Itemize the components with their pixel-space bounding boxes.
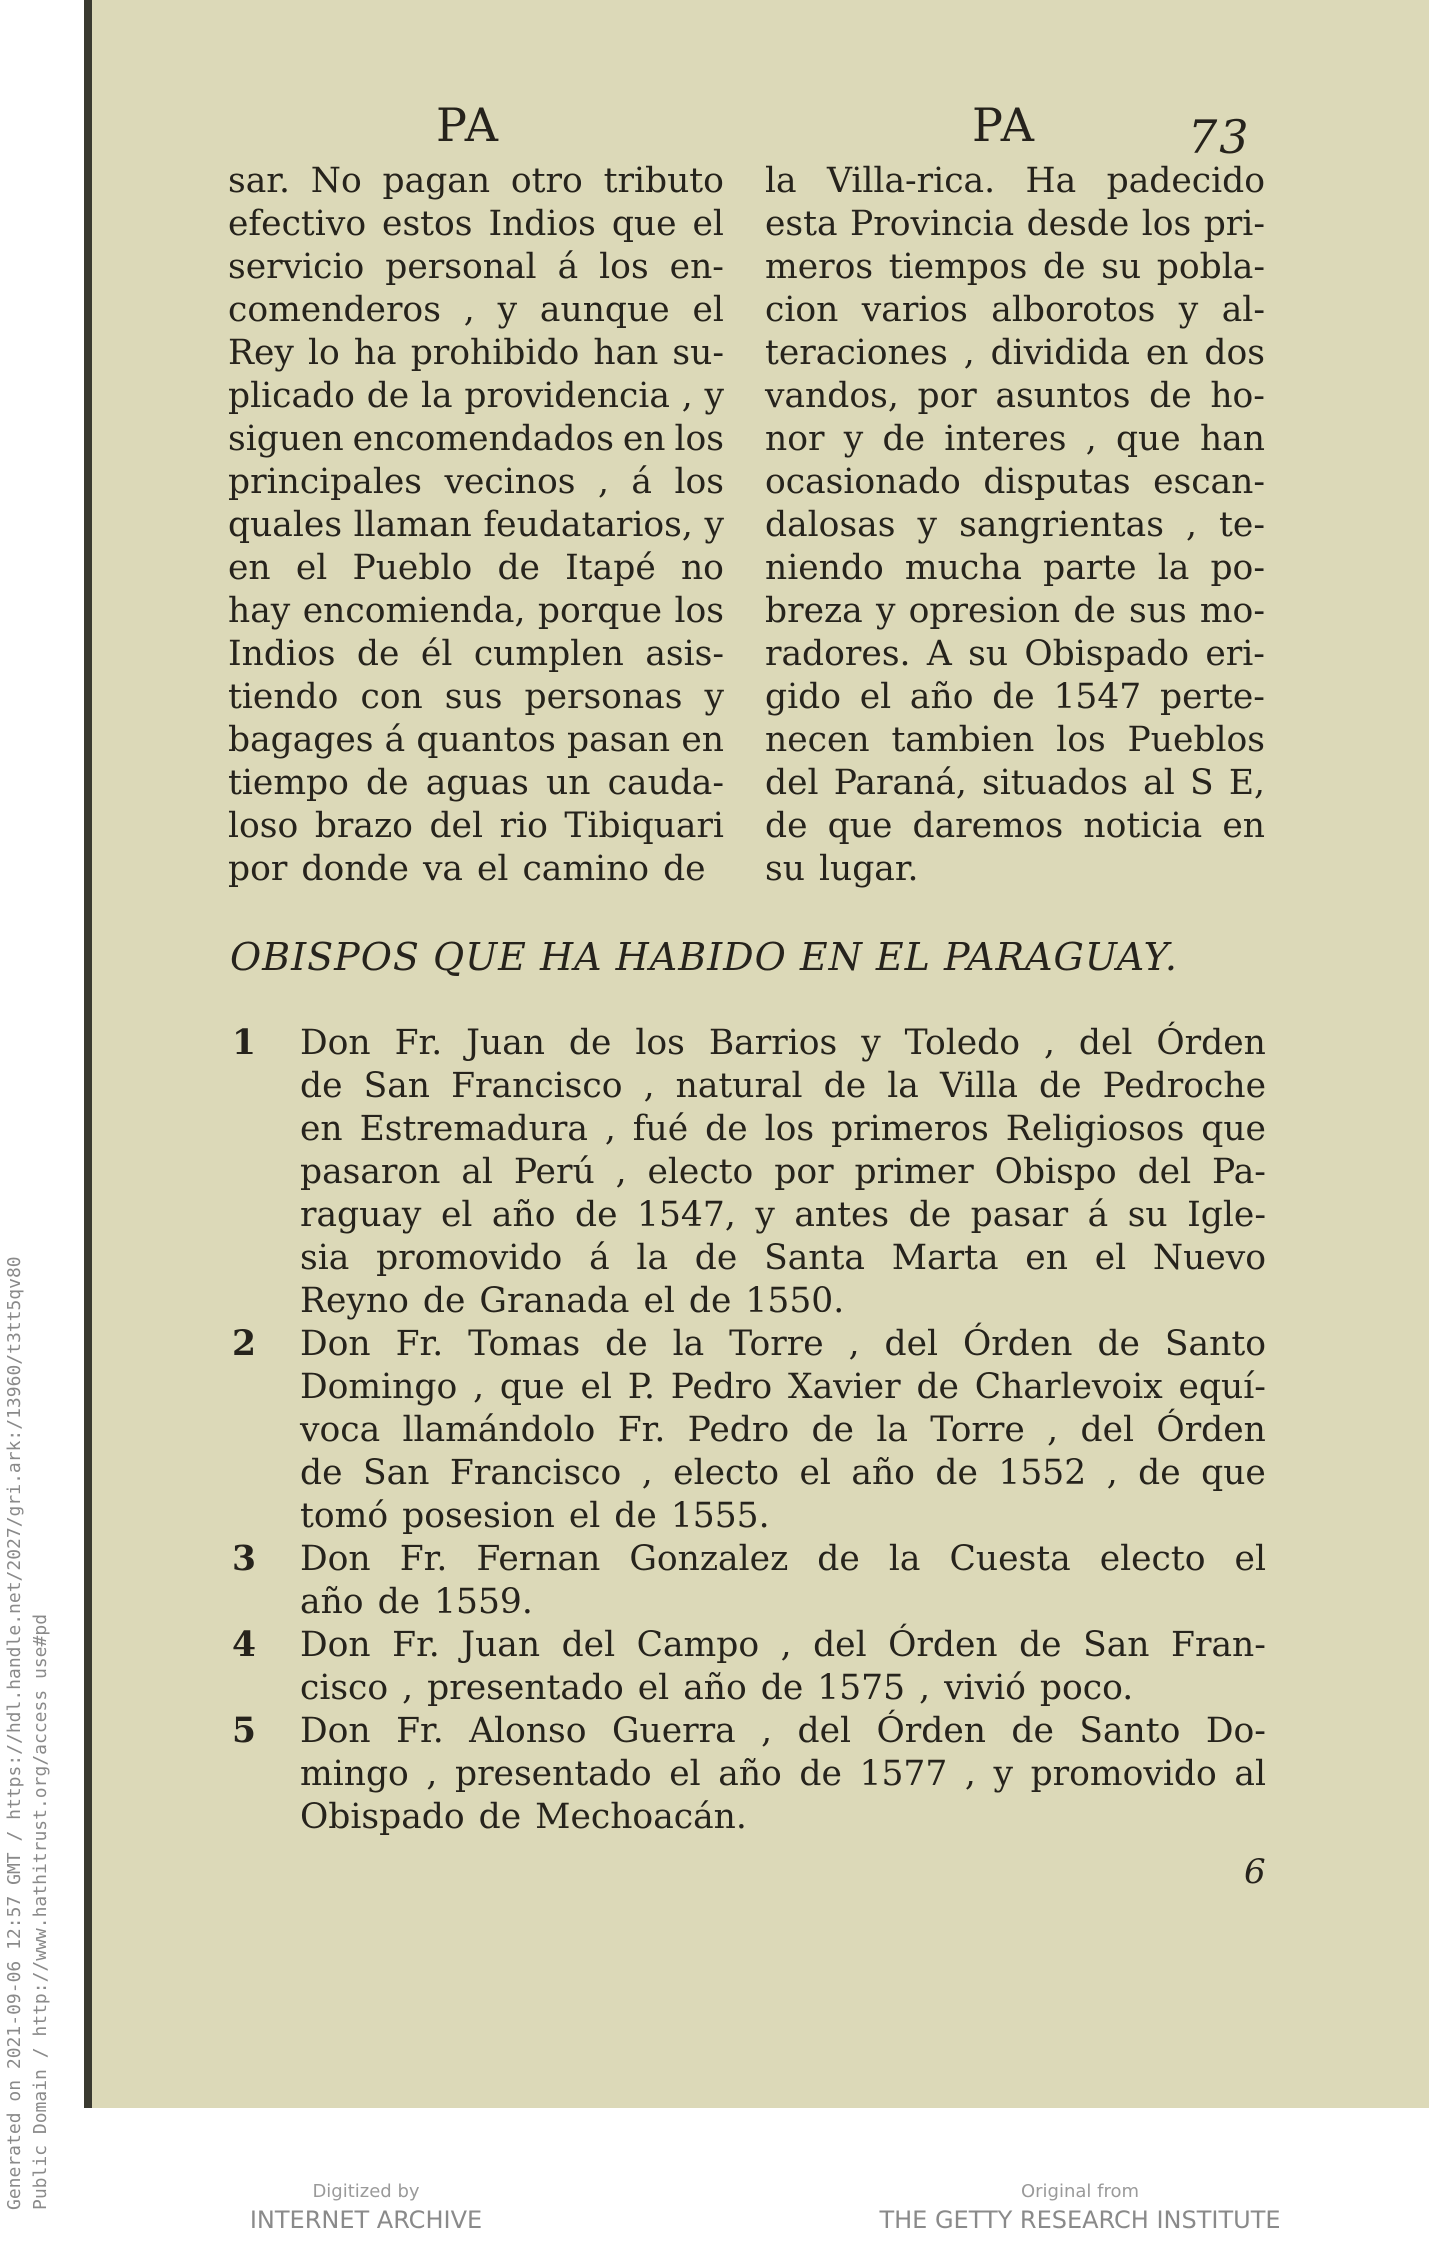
right-column-text <box>765 160 1265 891</box>
right-column-line: su lugar. <box>765 849 919 889</box>
left-column-line: sar. No pagan otro tributo <box>228 161 724 201</box>
right-column-line: radores. A su Obispado eri- <box>765 634 1265 674</box>
section-title: OBISPOS QUE HA HABIDO EN EL PARAGUAY. <box>230 935 1178 979</box>
left-column-line: servicio personal á los en- <box>228 247 724 287</box>
right-column-line: teraciones , dividida en dos <box>765 333 1265 373</box>
right-column-line: gido el año de 1547 perte- <box>765 677 1265 717</box>
signature-mark: 6 <box>1244 1852 1266 1892</box>
entry-line: Don Fr. Juan de los Barrios y Toledo , del Órden <box>300 1023 1266 1063</box>
book-page <box>92 0 1429 2108</box>
entry-line: tomó posesion el de 1555. <box>300 1496 770 1536</box>
left-column-line: tiempo de aguas un cauda- <box>228 763 724 803</box>
running-head-left: PA <box>436 98 500 152</box>
generation-stamp <box>2 1256 54 2210</box>
entry-line: cisco , presentado el año de 1575 , vivió poco. <box>300 1668 1134 1708</box>
digitized-by-credit <box>226 2180 506 2236</box>
entry-line: en Estremadura , fué de los primeros Religiosos que <box>300 1109 1266 1149</box>
original-from-label: Original from <box>1020 2181 1140 2202</box>
entry-line: Don Fr. Fernan Gonzalez de la Cuesta electo el <box>300 1539 1266 1579</box>
entry-line: Obispado de Mechoacán. <box>300 1797 747 1837</box>
right-column-line: breza y opresion de sus mo- <box>765 591 1265 631</box>
left-column-text <box>228 160 724 891</box>
bishop-entry <box>232 1022 1266 1323</box>
entry-number: 1 <box>232 1023 257 1063</box>
entry-line: Don Fr. Tomas de la Torre , del Órden de Santo <box>300 1324 1266 1364</box>
getty-institute-label: THE GETTY RESEARCH INSTITUTE <box>879 2206 1281 2234</box>
right-column-line: niendo mucha parte la po- <box>765 548 1265 588</box>
entry-number: 2 <box>232 1324 257 1364</box>
internet-archive-label: INTERNET ARCHIVE <box>249 2206 483 2234</box>
right-column-line: nor y de interes , que han <box>765 419 1265 459</box>
left-column-line: tiendo con sus personas y <box>228 677 724 717</box>
entry-number: 4 <box>232 1625 257 1665</box>
entry-line: mingo , presentado el año de 1577 , y promovido al <box>300 1754 1266 1794</box>
original-from-credit <box>860 2180 1300 2236</box>
right-column-line: cion varios alborotos y al- <box>765 290 1265 330</box>
running-head-right: PA <box>972 98 1036 152</box>
page-edge-shadow <box>84 0 92 2108</box>
entry-line: Domingo , que el P. Pedro Xavier de Charlevoix equí- <box>300 1367 1266 1407</box>
left-column-line: quales llaman feudatarios, y <box>228 505 724 545</box>
left-column-line: bagages á quantos pasan en <box>228 720 724 760</box>
digitized-by-label: Digitized by <box>312 2181 420 2202</box>
entry-line: Reyno de Granada el de 1550. <box>300 1281 845 1321</box>
bishop-entry <box>232 1710 1266 1839</box>
left-column-line: comenderos , y aunque el <box>228 290 724 330</box>
right-column-line: la Villa-rica. Ha padecido <box>765 161 1265 201</box>
left-column-line: principales vecinos , á los <box>228 462 724 502</box>
right-column-line: meros tiempos de su pobla- <box>765 247 1265 287</box>
left-column-line: efectivo estos Indios que el <box>228 204 724 244</box>
right-column-line: vandos, por asuntos de ho- <box>765 376 1265 416</box>
entry-line: raguay el año de 1547, y antes de pasar á su Igle- <box>300 1195 1266 1235</box>
entry-number: 5 <box>232 1711 257 1751</box>
page-number: 73 <box>1188 110 1251 164</box>
left-column-line: Rey lo ha prohibido han su- <box>228 333 724 373</box>
generation-stamp-line1: Generated on 2021-09-06 12:57 GMT / https://hdl.handle.net/2027/gri.ark:/13960/t3tt5qv80 <box>4 1256 25 2210</box>
entry-line: sia promovido á la de Santa Marta en el Nuevo <box>300 1238 1266 1278</box>
right-column-line: esta Provincia desde los pri- <box>765 204 1265 244</box>
right-column-line: dalosas y sangrientas , te- <box>765 505 1265 545</box>
entry-line: Don Fr. Juan del Campo , del Órden de San Fran- <box>300 1625 1266 1665</box>
bishop-entry <box>232 1323 1266 1538</box>
entry-line: de San Francisco , electo el año de 1552 , de que <box>300 1453 1266 1493</box>
left-column-line: plicado de la providencia , y <box>228 376 724 416</box>
entry-line: voca llamándolo Fr. Pedro de la Torre , del Órden <box>300 1410 1266 1450</box>
left-column-line: en el Pueblo de Itapé no <box>228 548 724 588</box>
right-column-line: ocasionado disputas escan- <box>765 462 1265 502</box>
right-column-line: de que daremos noticia en <box>765 806 1265 846</box>
generation-stamp-line2: Public Domain / http://www.hathitrust.org/access use#pd <box>30 1613 51 2210</box>
right-column-line: necen tambien los Pueblos <box>765 720 1265 760</box>
left-column-line: por donde va el camino de <box>228 849 706 889</box>
bishop-entry <box>232 1538 1266 1624</box>
left-column-line: Indios de él cumplen asis- <box>228 634 724 674</box>
right-column-line: del Paraná, situados al S E, <box>765 763 1265 803</box>
entry-line: pasaron al Perú , electo por primer Obispo del Pa- <box>300 1152 1266 1192</box>
entry-number: 3 <box>232 1539 257 1579</box>
entry-line: de San Francisco , natural de la Villa de Pedroche <box>300 1066 1266 1106</box>
entry-line: Don Fr. Alonso Guerra , del Órden de Santo Do- <box>300 1711 1266 1751</box>
bishops-list <box>232 1022 1266 1839</box>
left-column-line: siguen encomendados en los <box>228 419 724 459</box>
left-column-line: hay encomienda, porque los <box>228 591 724 631</box>
bishop-entry <box>232 1624 1266 1710</box>
entry-line: año de 1559. <box>300 1582 533 1622</box>
left-column-line: loso brazo del rio Tibiquari <box>228 806 724 846</box>
